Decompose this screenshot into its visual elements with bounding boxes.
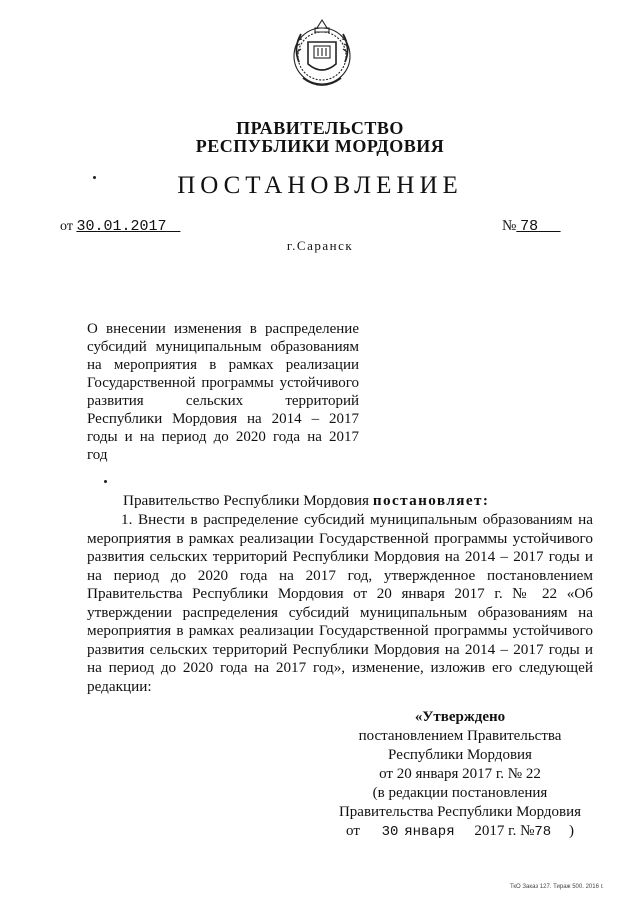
subject-line: год: [87, 447, 108, 463]
number-prefix: №: [502, 218, 517, 234]
paragraph-line: развития сельских территорий Республики Мордовия на 2014 – 2017 годы и: [87, 548, 593, 565]
print-note: ТкО Заказ 127. Тираж 500. 2016 г.: [510, 884, 604, 890]
subject-line: Республики Мордовия на 2014 – 2017: [87, 411, 359, 427]
approval-line: от 20 января 2017 г. № 22: [379, 766, 541, 782]
subject-line: Государственной программы устойчивого: [87, 375, 359, 391]
paragraph-line: утверждении распределения субсидий муниципальным образованиям на: [87, 603, 593, 621]
approval-last-year: 2017 г. №: [474, 823, 535, 839]
date-value: 30.01.2017: [76, 218, 167, 235]
scan-mark: [93, 176, 96, 179]
paragraph-line: 1. Внести в распределение субсидий муниципальным образованиям на: [121, 511, 593, 528]
paragraph-line: Правительства Республики Мордовия от 20 января 2017 г. № 22 «Об: [87, 585, 593, 602]
scan-mark: [104, 480, 107, 483]
paragraph-line: на период до 2020 года на 2017 год», изменение, изложив его следующей: [87, 659, 593, 676]
decree-paragraph: [87, 511, 593, 696]
approval-title: «Утверждено: [414, 709, 506, 725]
document-type-title: ПОСТАНОВЛЕНИЕ: [177, 172, 463, 199]
document-number: [502, 218, 561, 235]
approval-last-month: января: [404, 824, 455, 840]
subject-line: О внесении изменения в распределение: [87, 321, 359, 337]
intro-text: Правительство Республики Мордовия: [123, 492, 370, 509]
org-name-line2: РЕСПУБЛИКИ МОРДОВИЯ: [195, 136, 445, 156]
approval-last-prefix: от: [346, 823, 360, 839]
subject-line: развития сельских территорий: [87, 393, 359, 409]
approval-line: Правительства Республики Мордовия: [338, 804, 582, 820]
subject-line: субсидий муниципальным образованиям: [87, 339, 359, 355]
intro-verb: постановляет:: [372, 492, 490, 509]
org-name-line1: ПРАВИТЕЛЬСТВО: [236, 118, 404, 138]
paragraph-line: мероприятия в рамках реализации Государственной программы устойчивого: [87, 622, 593, 639]
paragraph-line: развития сельских территорий Республики Мордовия на 2014 – 2017 годы и: [87, 640, 593, 658]
approval-line: постановлением Правительства: [358, 728, 562, 744]
paragraph-line: на период до 2020 года на 2017 год, утвержденное постановлением: [87, 566, 593, 584]
approval-last-close: ): [568, 823, 574, 839]
approval-block: [330, 708, 590, 842]
approval-last-number: 78: [534, 824, 552, 840]
document-date: [60, 218, 180, 235]
paragraph-line: мероприятия в рамках реализации Государственной программы устойчивого: [87, 529, 593, 547]
approval-line: Республики Мордовия: [388, 747, 532, 763]
approval-line: (в редакции постановления: [372, 785, 548, 801]
subject-line: годы и на период до 2020 года на 2017: [87, 429, 359, 445]
date-prefix: от: [60, 219, 73, 234]
city-name: г.Саранск: [286, 238, 354, 253]
paragraph-line: редакции:: [87, 677, 152, 695]
coat-of-arms-icon: [289, 12, 355, 96]
subject-line: на мероприятия в рамках реализации: [87, 357, 359, 373]
number-value: 78: [520, 218, 539, 235]
decree-intro: [123, 492, 603, 511]
approval-last-day: 30: [381, 824, 399, 840]
document-subject: [87, 320, 359, 464]
approval-last-line: [330, 822, 590, 842]
